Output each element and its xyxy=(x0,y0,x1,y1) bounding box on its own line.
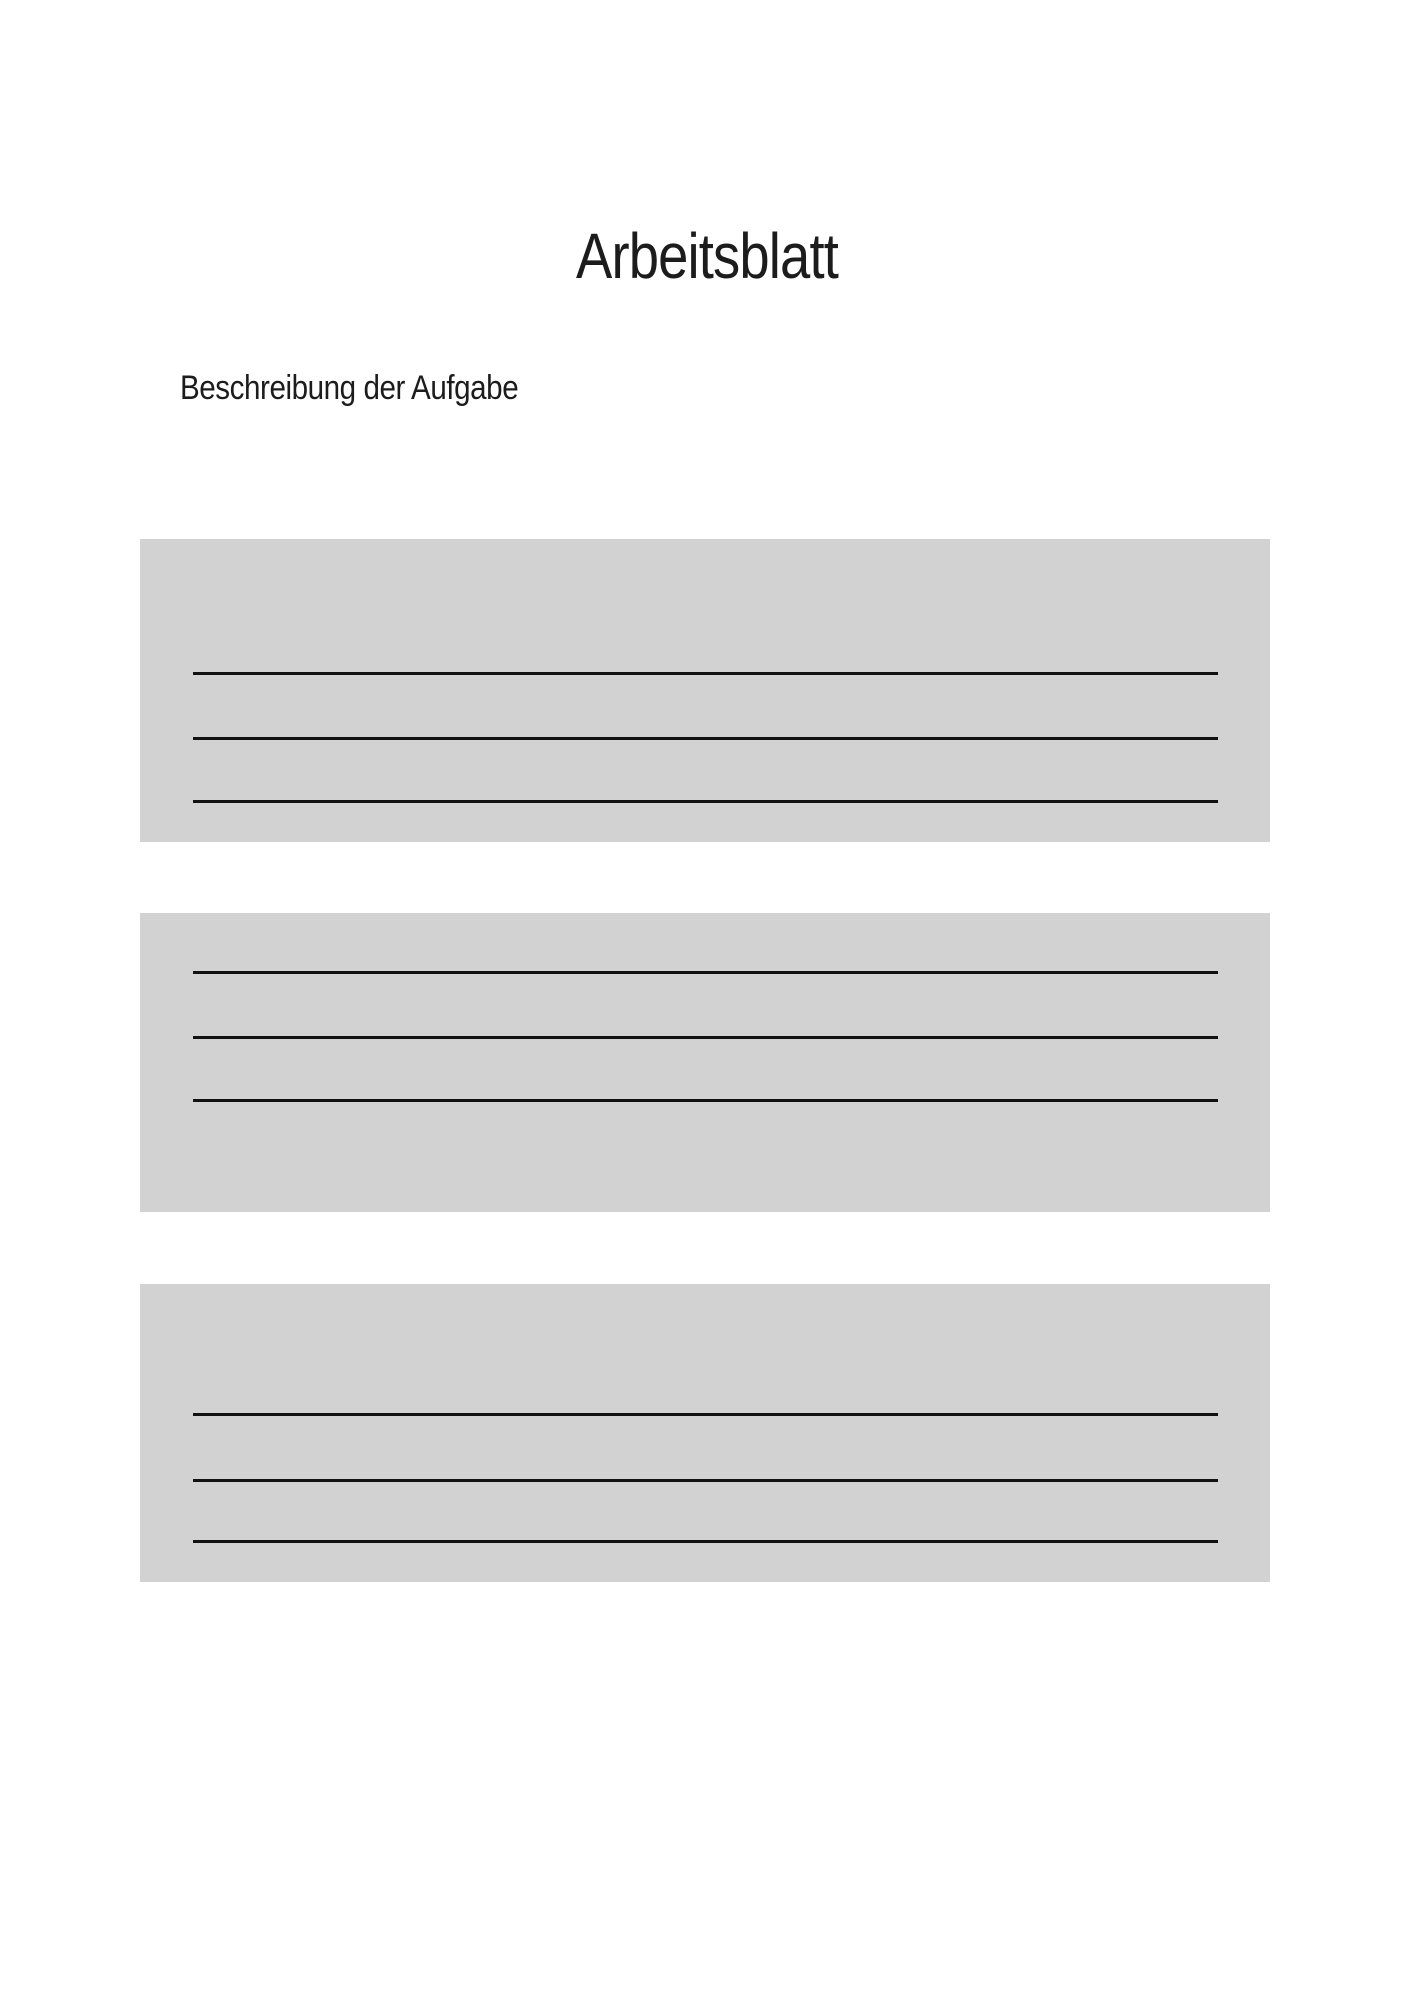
answer-box-3 xyxy=(140,1284,1270,1582)
writing-line xyxy=(193,800,1218,803)
writing-line xyxy=(193,1479,1218,1482)
writing-line xyxy=(193,971,1218,974)
writing-line xyxy=(193,1036,1218,1039)
writing-line xyxy=(193,1413,1218,1416)
writing-line xyxy=(193,737,1218,740)
writing-line xyxy=(193,1540,1218,1543)
answer-box-1 xyxy=(140,539,1270,842)
writing-line xyxy=(193,672,1218,675)
answer-box-2 xyxy=(140,913,1270,1212)
writing-line xyxy=(193,1099,1218,1102)
task-description-heading: Beschreibung der Aufgabe xyxy=(180,369,519,407)
page-title: Arbeitsblatt xyxy=(576,220,838,292)
